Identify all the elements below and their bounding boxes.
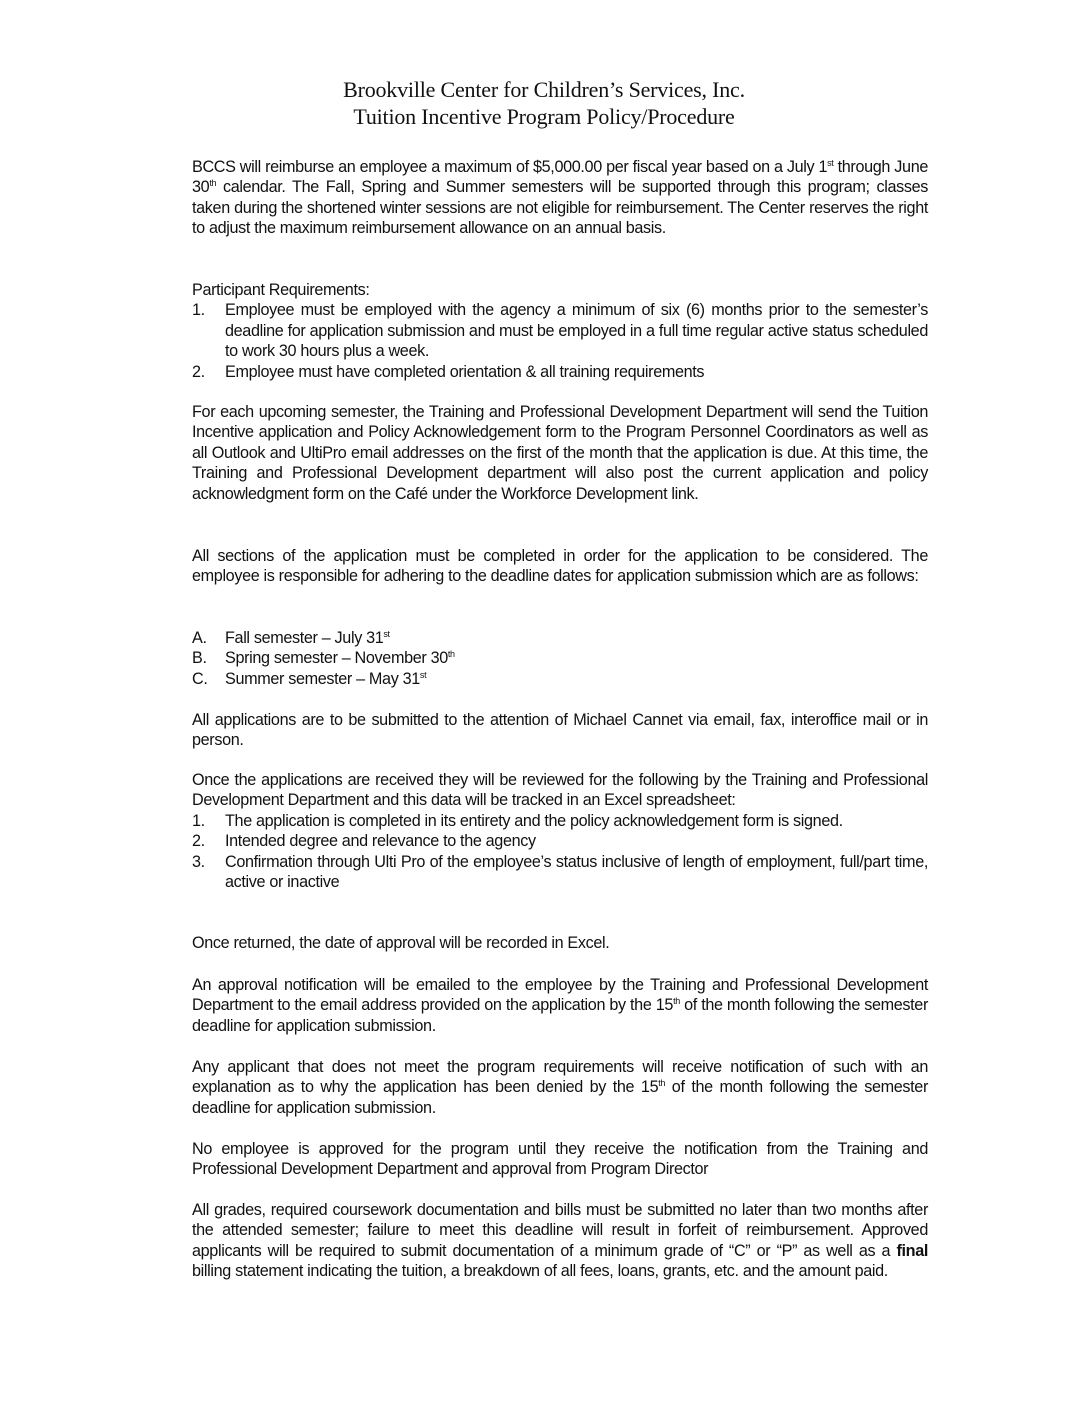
participant-requirements-heading: Participant Requirements: [192,281,370,299]
list-marker: 1. [192,811,205,830]
ordinal-suffix: th [447,649,455,660]
approval-text-2: of the month following the semester deadline for application submission. [192,996,929,1035]
document-title [0,76,1088,130]
review-criteria-list [192,811,928,893]
list-item [192,852,928,893]
ordinal-suffix: st [827,158,834,168]
denial-text-2: of the month following the semester deadline for application submission. [192,1078,928,1117]
ordinal-suffix: th [209,178,217,189]
no-employee-section [192,1139,928,1180]
approval-paragraph [192,975,928,1036]
policy-title: Tuition Incentive Program Policy/Procedure [353,104,735,129]
list-marker: 3. [192,852,205,871]
review-section [192,770,928,892]
denial-text-1: Any applicant that does not meet the program requirements will receive notification of such with an explanation as to why the application has been denied by the 15 [192,1058,928,1097]
deadline-item-spring [192,648,928,668]
list-item-text: Intended degree and relevance to the agency [225,832,536,851]
intro-text-1: BCCS will reimburse an employee a maximum of $5,000.00 per fiscal year based on a July 1 [192,158,828,176]
list-marker: A. [192,629,207,647]
no-employee-paragraph: No employee is approved for the program until they receive the notification from the Training and Professional Development Department and approval from Program Director [192,1140,928,1179]
list-marker: 1. [192,301,205,320]
intro-section [192,157,928,239]
grades-text-2: billing statement indicating the tuition, a breakdown of all fees, loans, grants, etc. and the amount paid. [192,1262,888,1281]
list-item [192,362,928,382]
list-marker: 2. [192,362,205,381]
deadline-item-summer [192,669,928,689]
review-intro-paragraph: Once the applications are received they will be reviewed for the following by the Training and Professional Development Department and this data will be tracked in an Excel spreadsheet: [192,771,928,810]
denial-section [192,1057,928,1118]
deadlines-section [192,546,928,587]
distribution-section [192,402,928,504]
intro-paragraph [192,157,928,239]
list-item-text: Employee must have completed orientation & all training requirements [225,362,705,381]
deadline-text: Fall semester – July 31 [225,629,384,647]
list-marker: 2. [192,832,205,851]
list-marker: B. [192,649,207,668]
ordinal-suffix: th [673,996,680,1007]
ordinal-suffix: th [658,1078,666,1089]
deadlines-list [192,628,928,689]
list-marker: C. [192,669,208,688]
grades-section [192,1200,928,1282]
list-item-text: Employee must be employed with the agency a minimum of six (6) months prior to the semester’s deadline for application submission and must be employed in a full time regular active status scheduled to work 30 hours plus a week. [225,301,928,361]
deadlines-list-block [192,628,928,689]
deadline-item-fall [192,628,928,648]
submission-section [192,710,928,751]
intro-text-2: through June 30 [192,158,928,197]
organization-name: Brookville Center for Children’s Services, Inc. [343,77,745,102]
grades-paragraph [192,1200,928,1282]
ordinal-suffix: st [419,669,427,680]
sections-paragraph: All sections of the application must be completed in order for the application to be considered. The employee is responsible for adhering to the deadline dates for application submission which are as follows: [192,547,928,586]
deadline-text: Summer semester – May 31 [225,669,420,688]
approval-section [192,975,928,1036]
approval-text-1: An approval notification will be emailed to the employee by the Training and Professional Development Department to the email address provided on the application by the 15 [192,976,928,1015]
distribution-paragraph: For each upcoming semester, the Training and Professional Development Department will send the Tuition Incentive application and Policy Acknowledgement form to the Program Personnel Coordinators as well as all Outlook and UltiPro email addresses on the first of the month that the application is due. At this time, the Training and Professional Development department will also post the current application and policy acknowledgment form on the Café under the Workforce Development link. [192,403,928,503]
list-item-text: Confirmation through Ulti Pro of the employee’s status inclusive of length of employment, full/part time, active or inactive [225,852,928,892]
intro-text-3: calendar. The Fall, Spring and Summer semesters will be supported through this program; classes taken during the shortened winter sessions are not eligible for reimbursement. The Center reserves the right to adjust the maximum reimbursement allowance on an annual basis. [192,178,928,238]
deadline-text: Spring semester – November 30 [225,649,448,668]
participant-requirements-section [192,280,928,382]
denial-paragraph [192,1057,928,1118]
list-item-text: The application is completed in its entirety and the policy acknowledgement form is signed. [225,811,843,830]
submission-paragraph: All applications are to be submitted to the attention of Michael Cannet via email, fax, interoffice mail or in person. [192,711,928,750]
grades-text-1: All grades, required coursework documentation and bills must be submitted no later than two months after the attended semester; failure to meet this deadline will result in forfeit of reimbursement. Approved applicants will be required to submit documentation of a minimum grade of “C” or “P” as well as a [192,1201,928,1260]
participant-requirements-list [192,300,928,382]
list-item [192,300,928,361]
list-item [192,831,928,851]
list-item [192,811,928,831]
ordinal-suffix: st [383,629,390,639]
returned-paragraph: Once returned, the date of approval will be recorded in Excel. [192,934,610,952]
emphasis-final: final [896,1241,928,1260]
returned-section [192,933,928,953]
